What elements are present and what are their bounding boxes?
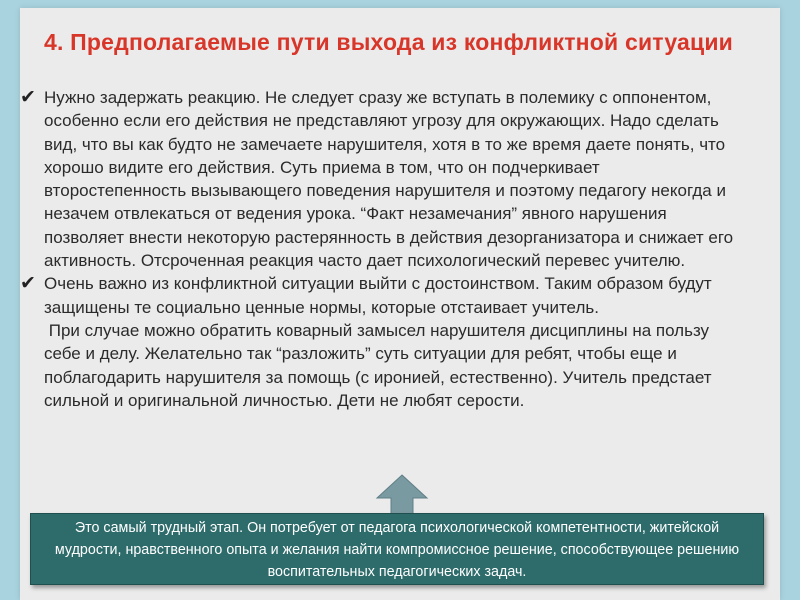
slide-body bbox=[20, 86, 740, 412]
bullet-text: Очень важно из конфликтной ситуации выйти с достоинством. Таким образом будут защищены те социально ценные нормы, которые отстаивает учитель. bbox=[44, 274, 712, 317]
paragraph-turn-to-advantage bbox=[20, 319, 740, 412]
check-mark-icon: ✔ bbox=[20, 87, 36, 108]
check-mark-icon: ✔ bbox=[20, 273, 36, 295]
bullet-item-delay-reaction bbox=[20, 86, 740, 272]
bullet-text: Нужно задержать реакцию. Не следует сразу же вступать в полемику с оппонентом, особенно если его действия не представляют угрозу для окружающих. Надо сделать вид, что вы как будто не замечаете нарушителя, хотя в то же время даете понять, что хорошо видите его действия. Суть приема в том, что он подчеркивает второстепенность вызывающего поведения нарушителя и поэтому педагогу некогда и незачем отвлекаться от ведения урока. “Факт незамечания” явного нарушения позволяет внести некоторую растерянность в действия дезорганизатора и снижает его активность. Отсроченная реакция часто дает психологический перевес учителю. bbox=[44, 88, 734, 271]
slide-title: 4. Предполагаемые пути выхода из конфликтной ситуации bbox=[44, 29, 734, 55]
bullet-item-exit-with-dignity bbox=[20, 272, 740, 319]
paragraph-text: При случае можно обратить коварный замысел нарушителя дисциплины на пользу себе и делу. Желательно так “разложить” суть ситуации для ребят, чтобы еще и поблагодарить нарушителя за помощь (с иронией, естественно). Учитель предстает сильной и оригинальной личностью. Дети не любят серости. bbox=[44, 320, 717, 410]
callout-box: Это самый трудный этап. Он потребует от педагога психологической компетентности, житейской мудрости, нравственного опыта и желания найти компромиссное решение, способствующее решению воспитательных педагогических задач. bbox=[30, 513, 764, 585]
